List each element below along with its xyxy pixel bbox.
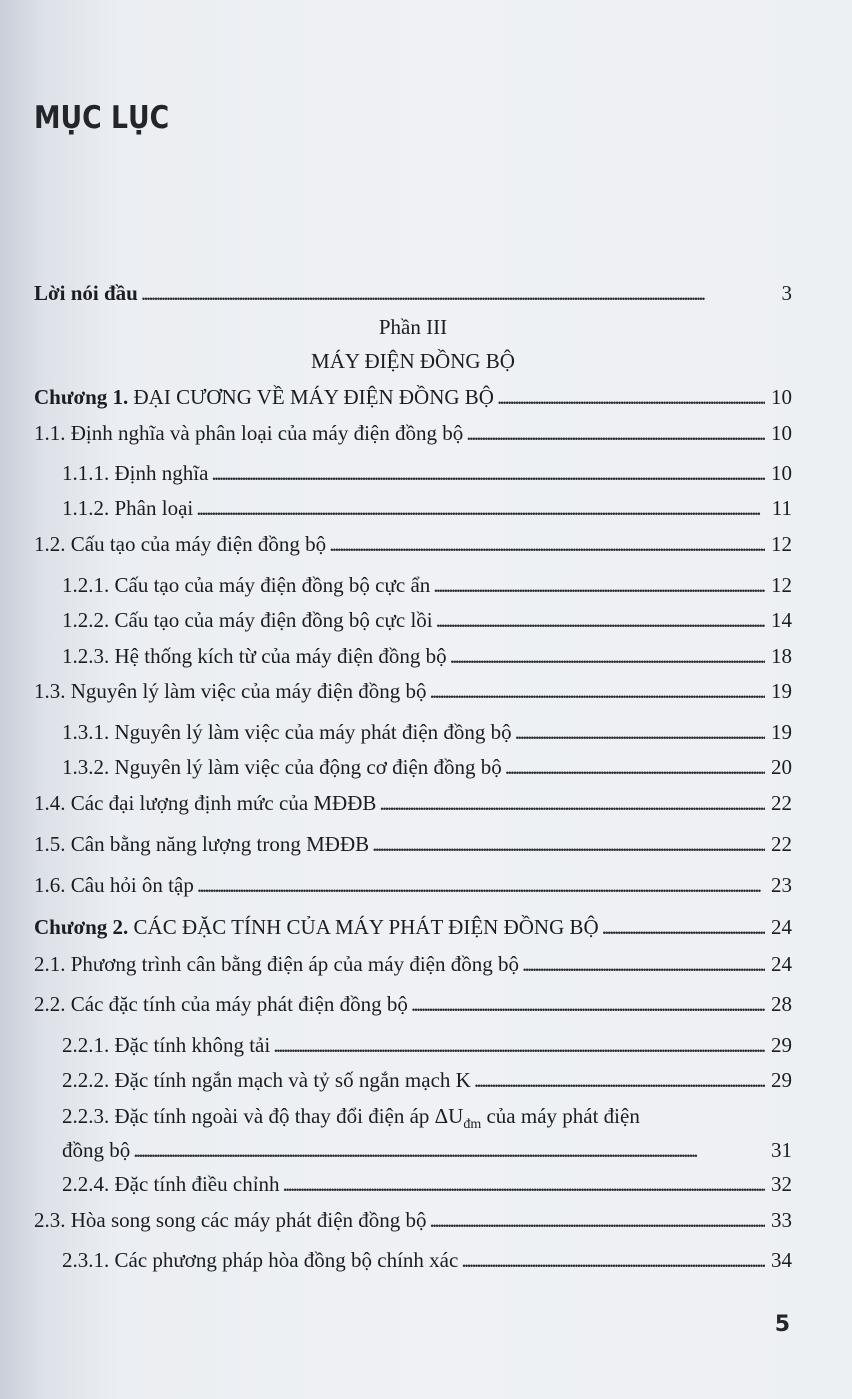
toc-entry: [34, 951, 792, 977]
toc-entry-chapter-2: [34, 914, 792, 940]
dot-leader: [461, 1247, 765, 1273]
entry-label: Lời nói đầu: [34, 281, 138, 305]
dot-leader: [474, 1067, 765, 1093]
entry-label: 2.3.1. Các phương pháp hòa đồng bộ chính xác: [62, 1248, 459, 1272]
entry-page: 18: [771, 644, 792, 668]
dot-leader: [522, 951, 765, 977]
entry-label: ĐẠI CƯƠNG VỀ MÁY ĐIỆN ĐỒNG BỘ: [128, 385, 494, 409]
toc-entry: [62, 754, 792, 780]
toc-entry: [34, 678, 792, 704]
dot-leader: [450, 643, 765, 669]
toc-entry: [34, 991, 792, 1017]
toc-entry: [34, 831, 792, 857]
entry-page: 20: [771, 755, 792, 779]
entry-label: CÁC ĐẶC TÍNH CỦA MÁY PHÁT ĐIỆN ĐỒNG BỘ: [128, 915, 599, 939]
entry-label: 2.2. Các đặc tính của máy phát điện đồng bộ: [34, 992, 408, 1016]
entry-page: 19: [771, 720, 792, 744]
toc-entry: [62, 460, 792, 486]
entry-label: 1.2. Cấu tạo của máy điện đồng bộ: [34, 532, 327, 556]
entry-page: 31: [771, 1138, 792, 1162]
entry-page: 29: [771, 1068, 792, 1092]
entry-page: 11: [771, 496, 792, 520]
entry-page: 3: [781, 281, 792, 305]
entry-page: 14: [771, 608, 792, 632]
entry-label: 1.6. Câu hỏi ôn tập: [34, 873, 194, 897]
entry-page: 22: [771, 832, 792, 856]
entry-label: 2.2.4. Đặc tính điều chỉnh: [62, 1172, 280, 1196]
toc-entry: [34, 420, 792, 446]
toc-entry: [62, 1171, 792, 1197]
entry-label: đồng bộ: [62, 1138, 131, 1162]
entry-subscript: đm: [463, 1117, 482, 1132]
toc-entry: [62, 495, 792, 521]
dot-leader: [197, 872, 765, 898]
entry-page: 10: [771, 461, 792, 485]
toc-entry: [62, 1137, 792, 1163]
dot-leader: [372, 831, 765, 857]
entry-label: 1.1. Định nghĩa và phân loại của máy điện đồng bộ: [34, 421, 464, 445]
entry-page: 19: [771, 679, 792, 703]
entry-page: 24: [771, 915, 792, 939]
dot-leader: [433, 572, 765, 598]
dot-leader: [329, 531, 765, 557]
dot-leader: [505, 754, 765, 780]
entry-page: 24: [771, 952, 792, 976]
toc-entry: [62, 1032, 792, 1058]
entry-label: 2.2.1. Đặc tính không tải: [62, 1033, 271, 1057]
entry-page: 34: [771, 1248, 792, 1272]
entry-label: 1.2.2. Cấu tạo của máy điện đồng bộ cực lồi: [62, 608, 433, 632]
entry-label: 2.2.2. Đặc tính ngắn mạch và tỷ số ngắn mạch K: [62, 1068, 471, 1092]
entry-page: 12: [771, 573, 792, 597]
toc-entry: [62, 1247, 792, 1273]
part-name: MÁY ĐIỆN ĐỒNG BỘ: [311, 349, 515, 373]
entry-page: 33: [771, 1208, 792, 1232]
toc-title: MỤC LỤC: [34, 100, 170, 136]
entry-label: 1.1.1. Định nghĩa: [62, 461, 209, 485]
entry-page: 12: [771, 532, 792, 556]
dot-leader: [436, 607, 765, 633]
toc-entry: [62, 643, 792, 669]
entry-label: 1.2.1. Cấu tạo của máy điện đồng bộ cực ẩn: [62, 573, 431, 597]
dot-leader: [497, 384, 765, 410]
dot-leader: [273, 1032, 765, 1058]
entry-page: 23: [771, 873, 792, 897]
toc-entry: [62, 719, 792, 745]
dot-leader: [430, 1207, 765, 1233]
dot-leader: [430, 678, 766, 704]
entry-label: 1.1.2. Phân loại: [62, 496, 194, 520]
entry-label: 1.3.2. Nguyên lý làm việc của động cơ điện đồng bộ: [62, 755, 502, 779]
entry-page: 10: [771, 421, 792, 445]
dot-leader: [379, 790, 765, 816]
entry-page: 10: [771, 385, 792, 409]
dot-leader: [515, 719, 765, 745]
entry-label: 2.2.3. Đặc tính ngoài và độ thay đổi điện áp ΔU: [62, 1104, 464, 1128]
entry-label: 1.3.1. Nguyên lý làm việc của máy phát điện đồng bộ: [62, 720, 512, 744]
toc-entry: [62, 607, 792, 633]
entry-label: 1.5. Cân bằng năng lượng trong MĐĐB: [34, 832, 370, 856]
toc-entry: [62, 1067, 792, 1093]
entry-page: 22: [771, 791, 792, 815]
toc-entry-chapter-1: [34, 384, 792, 410]
toc-entry: [34, 872, 792, 898]
dot-leader: [466, 420, 765, 446]
entry-page: 29: [771, 1033, 792, 1057]
page-number: 5: [774, 1312, 790, 1337]
toc-entry-preface: [34, 280, 792, 306]
entry-label: 2.1. Phương trình cân bằng điện áp của máy điện đồng bộ: [34, 952, 519, 976]
entry-label: 1.3. Nguyên lý làm việc của máy điện đồng bộ: [34, 679, 427, 703]
toc-entry: [34, 531, 792, 557]
dot-leader: [411, 991, 765, 1017]
chapter-prefix: Chương 1.: [34, 385, 129, 409]
entry-page: 28: [771, 992, 792, 1016]
dot-leader: [141, 280, 765, 306]
entry-page: 32: [771, 1172, 792, 1196]
dot-leader: [196, 495, 765, 521]
toc-entry-wrapped-line: [62, 1103, 792, 1138]
toc-entry: [34, 1207, 792, 1233]
entry-label: của máy phát điện: [481, 1104, 640, 1128]
entry-label: 1.4. Các đại lượng định mức của MĐĐB: [34, 791, 377, 815]
toc-entry: [34, 790, 792, 816]
dot-leader: [602, 914, 765, 940]
toc-entry: [62, 572, 792, 598]
dot-leader: [133, 1137, 765, 1163]
dot-leader: [211, 460, 765, 486]
part-label: Phần III: [378, 315, 448, 339]
chapter-prefix: Chương 2.: [34, 915, 129, 939]
entry-label: 1.2.3. Hệ thống kích từ của máy điện đồng bộ: [62, 644, 447, 668]
entry-label: 2.3. Hòa song song các máy phát điện đồng bộ: [34, 1208, 427, 1232]
dot-leader: [283, 1171, 765, 1197]
